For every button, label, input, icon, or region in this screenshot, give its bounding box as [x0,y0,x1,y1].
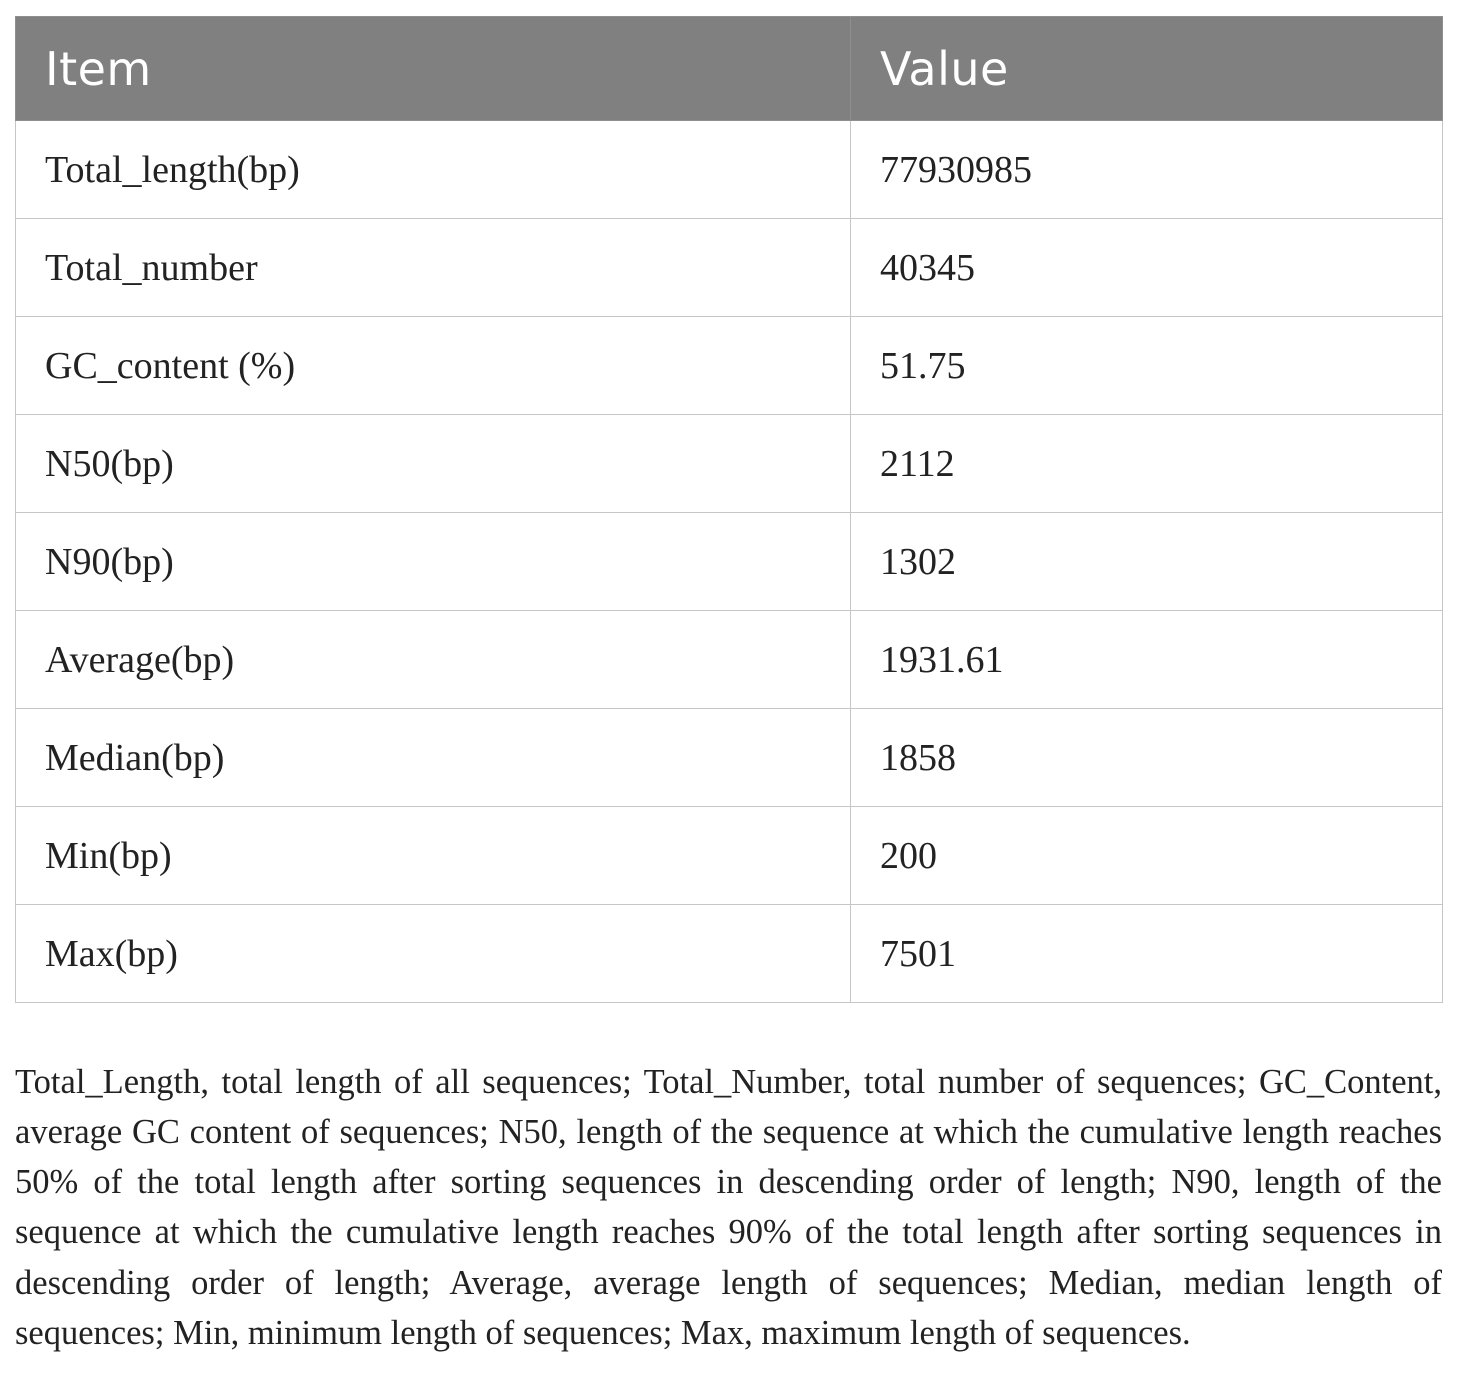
table-row [16,317,1443,415]
table-row [16,709,1443,807]
row-value-cell: 40345 [851,219,1443,317]
table-row [16,415,1443,513]
table-header-row [16,17,1443,121]
table-row [16,905,1443,1003]
header-item: Item [16,17,851,121]
row-item-cell: N50(bp) [16,415,851,513]
row-item-cell: Min(bp) [16,807,851,905]
table-row [16,513,1443,611]
header-value: Value [851,17,1443,121]
row-value-cell: 51.75 [851,317,1443,415]
row-value-cell: 7501 [851,905,1443,1003]
row-item-cell: GC_content (%) [16,317,851,415]
row-item-cell: Max(bp) [16,905,851,1003]
row-value-cell: 1302 [851,513,1443,611]
row-value-cell: 77930985 [851,121,1443,219]
table-row [16,219,1443,317]
row-value-cell: 1858 [851,709,1443,807]
row-item-cell: Total_number [16,219,851,317]
data-table-container [15,16,1442,1003]
table-row [16,121,1443,219]
row-item-cell: N90(bp) [16,513,851,611]
row-item-cell: Total_length(bp) [16,121,851,219]
table-row [16,807,1443,905]
row-value-cell: 200 [851,807,1443,905]
data-table [15,16,1443,1003]
table-footnote: Total_Length, total length of all sequences; Total_Number, total number of sequences; GC_Content, average GC content of sequences; N50, length of the sequence at which the cumulative length reaches 50% of the total length after sorting sequences in descending order of length; N90, length of the sequence at which the cumulative length reaches 90% of the total length after sorting sequences in descending order of length; Average, average length of sequences; Median, median length of sequences; Min, minimum length of sequences; Max, maximum length of sequences. [15,1062,1442,1352]
row-value-cell: 1931.61 [851,611,1443,709]
row-value-cell: 2112 [851,415,1443,513]
row-item-cell: Median(bp) [16,709,851,807]
row-item-cell: Average(bp) [16,611,851,709]
table-row [16,611,1443,709]
